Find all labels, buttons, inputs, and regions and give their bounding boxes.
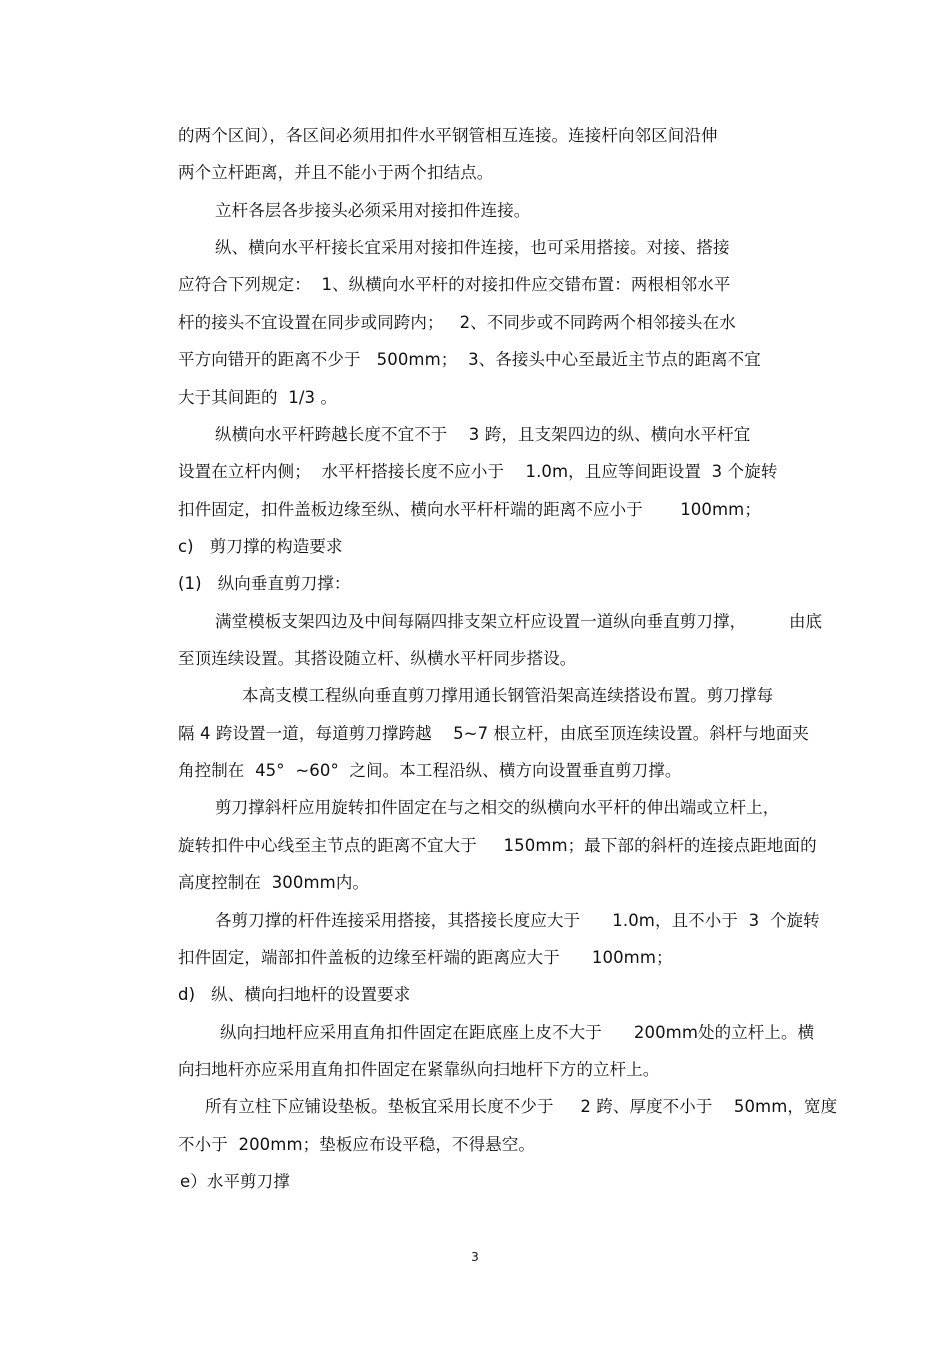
text-line: 扣件固定，扣件盖板边缘至纵、横向水平杆杆端的距离不应小于 100mm； [178,500,761,519]
text-line: 两个立杆距离，并且不能小于两个扣结点。 [178,163,494,182]
text-line: 满堂模板支架四边及中间每隔四排支架立杆应设置一道纵向垂直剪刀撑， 由底 [215,612,823,631]
text-line: 本高支模工程纵向垂直剪刀撑用通长钢管沿架高连续搭设布置。剪刀撑每 [242,686,774,705]
text-line: 至顶连续设置。其搭设随立杆、纵横水平杆同步搭设。 [178,649,577,668]
text-line: 的两个区间），各区间必须用扣件水平钢管相互连接。连接杆向邻区间沿伸 [178,126,718,145]
text-line: 大于其间距的 1/3 。 [178,388,338,407]
text-line: 纵横向水平杆跨越长度不宜不于 3 跨，且支架四边的纵、横向水平杆宜 [215,425,751,444]
text-line: 高度控制在 300mm内。 [178,873,370,892]
text-line: 纵向扫地杆应采用直角扣件固定在距底座上皮不大于 200mm处的立杆上。横 [220,1023,815,1042]
text-line: 所有立柱下应铺设垫板。垫板宜采用长度不少于 2 跨、厚度不小于 50mm，宽度 [205,1097,838,1116]
subsection-heading: (1) 纵向垂直剪刀撑： [178,574,351,593]
text-line: 旋转扣件中心线至主节点的距离不宜大于 150mm；最下部的斜杆的连接点距地面的 [178,836,817,855]
text-line: 应符合下列规定： 1、纵横向水平杆的对接扣件应交错布置：两根相邻水平 [178,275,731,294]
text-line: 设置在立杆内侧； 水平杆搭接长度不应小于 1.0m，且应等间距设置 3 个旋转 [178,462,778,481]
text-line: 角控制在 45° ~60° 之间。本工程沿纵、横方向设置垂直剪刀撑。 [178,761,682,780]
text-line: 向扫地杆亦应采用直角扣件固定在紧靠纵向扫地杆下方的立杆上。 [178,1060,660,1079]
text-line: 隔 4 跨设置一道，每道剪刀撑跨越 5~7 根立杆，由底至顶连续设置。斜杆与地面夹 [178,724,809,743]
text-line: 扣件固定，端部扣件盖板的边缘至杆端的距离应大于 100mm； [178,948,673,967]
section-heading: e）水平剪刀撑 [180,1172,290,1191]
text-line: 杆的接头不宜设置在同步或同跨内； 2、不同步或不同跨两个相邻接头在水 [178,313,736,332]
text-line: 平方向错开的距离不少于 500mm； 3、各接头中心至最近主节点的距离不宜 [178,350,761,369]
page-number: 3 [471,1250,479,1264]
text-line: 纵、横向水平杆接长宜采用对接扣件连接，也可采用搭接。对接、搭接 [215,238,730,257]
text-line: 不小于 200mm；垫板应布设平稳，不得悬空。 [178,1135,536,1154]
text-line: 剪刀撑斜杆应用旋转扣件固定在与之相交的纵横向水平杆的伸出端或立杆上， [215,798,780,817]
text-line: 各剪刀撑的杆件连接采用搭接，其搭接长度应大于 1.0m，且不小于 3 个旋转 [215,911,820,930]
section-heading: d) 纵、横向扫地杆的设置要求 [178,985,411,1004]
text-line: 立杆各层各步接头必须采用对接扣件连接。 [215,201,531,220]
section-heading: c) 剪刀撑的构造要求 [178,537,343,556]
